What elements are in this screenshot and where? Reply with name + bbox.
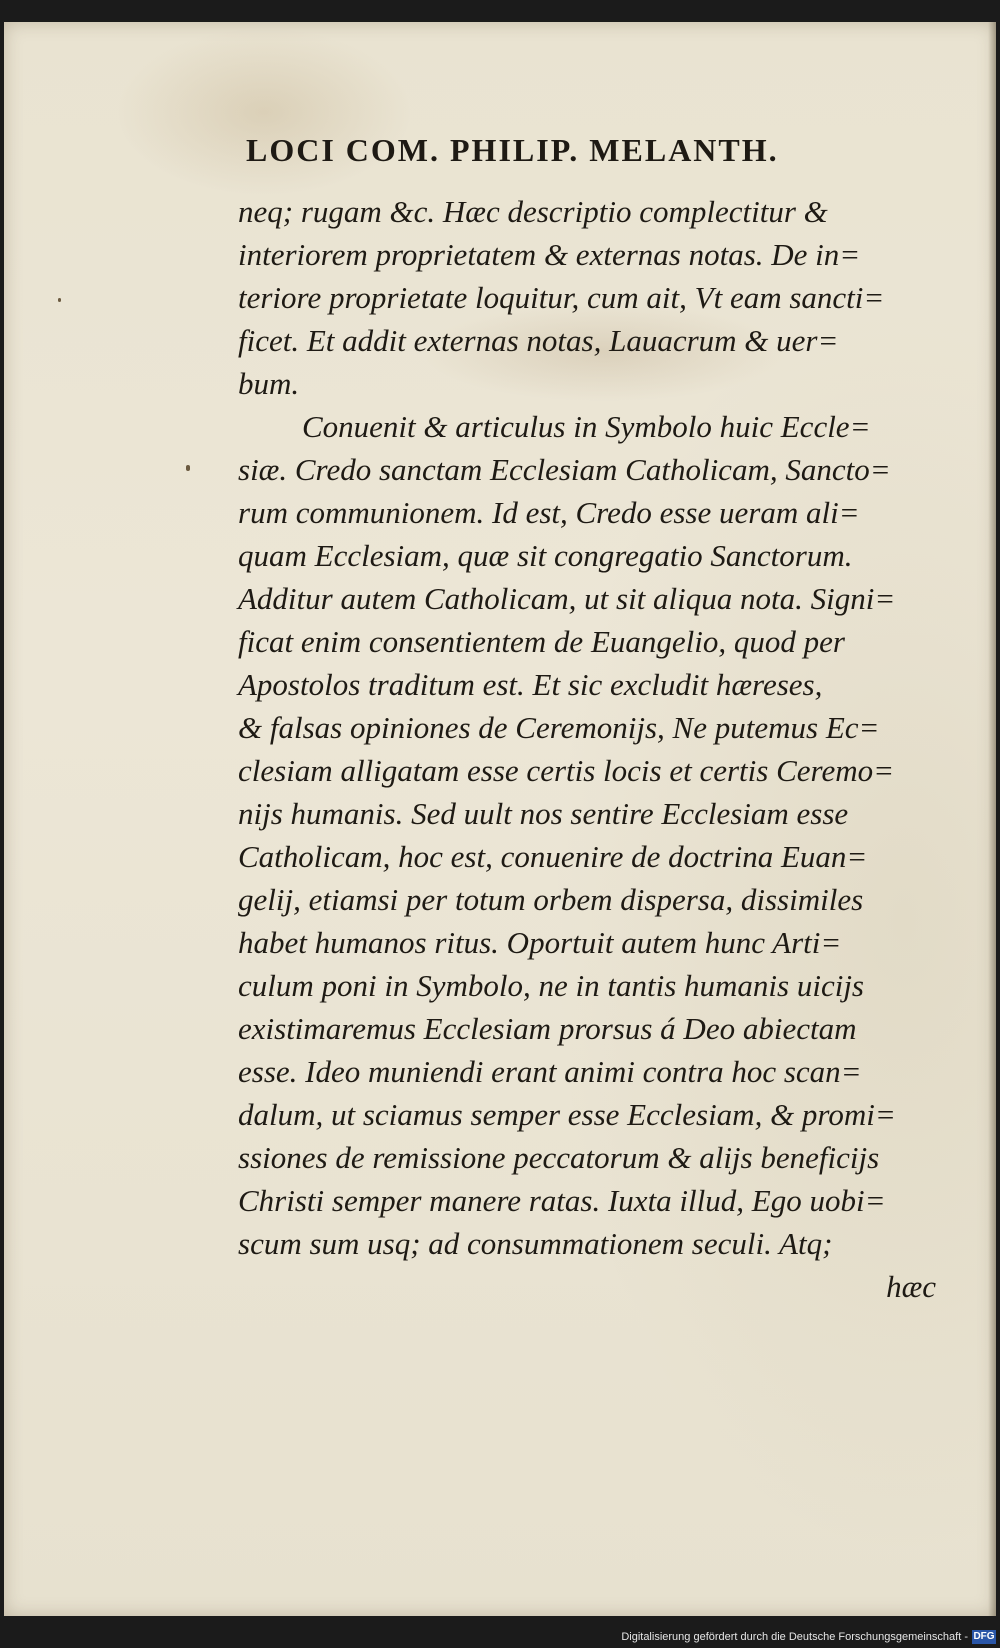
text-line-21: esse. Ideo muniendi erant animi contra hoc scan= xyxy=(238,1054,862,1089)
text-line-3: teriore proprietate loquitur, cum ait, Vt eam sancti= xyxy=(238,280,885,315)
text-line-24: Christi semper manere ratas. Iuxta illud, Ego uobi= xyxy=(238,1183,886,1218)
ink-speck xyxy=(186,465,190,471)
text-line-9: quam Ecclesiam, quæ sit congregatio Sanctorum. xyxy=(238,538,853,573)
text-line-14: clesiam alligatam esse certis locis et certis Ceremo= xyxy=(238,753,895,788)
page-body-text xyxy=(238,190,938,1308)
text-line-16: Catholicam, hoc est, conuenire de doctrina Euan= xyxy=(238,839,868,874)
ink-speck xyxy=(58,298,61,302)
text-line-5: bum. xyxy=(238,366,300,401)
text-line-4: ficet. Et addit externas notas, Lauacrum & uer= xyxy=(238,323,839,358)
text-line-1: neq; rugam &c. Hæc descriptio complectitur & xyxy=(238,194,828,229)
text-line-10: Additur autem Catholicam, ut sit aliqua nota. Signi= xyxy=(238,581,896,616)
text-line-22: dalum, ut sciamus semper esse Ecclesiam, & promi= xyxy=(238,1097,896,1132)
text-line-20: existimaremus Ecclesiam prorsus á Deo abiectam xyxy=(238,1011,857,1046)
text-line-12: Apostolos traditum est. Et sic excludit hæreses, xyxy=(238,667,823,702)
page-edge-shadow xyxy=(988,22,996,1616)
text-line-6: Conuenit & articulus in Symbolo huic Eccle= xyxy=(302,409,871,444)
text-line-7: siæ. Credo sanctam Ecclesiam Catholicam, Sancto= xyxy=(238,452,891,487)
text-line-17: gelij, etiamsi per totum orbem dispersa, dissimiles xyxy=(238,882,864,917)
running-header: LOCI COM. PHILIP. MELANTH. xyxy=(246,132,779,168)
catchword: hæc xyxy=(886,1269,936,1304)
text-line-13: & falsas opiniones de Ceremonijs, Ne putemus Ec= xyxy=(238,710,880,745)
text-line-23: ssiones de remissione peccatorum & alijs beneficijs xyxy=(238,1140,880,1175)
text-line-25: scum sum usq; ad consummationem seculi. Atq; xyxy=(238,1226,833,1261)
text-line-19: culum poni in Symbolo, ne in tantis humanis uicijs xyxy=(238,968,864,1003)
dfg-logo: DFG xyxy=(973,1631,995,1642)
text-line-15: nijs humanis. Sed uult nos sentire Ecclesiam esse xyxy=(238,796,849,831)
text-line-11: ficat enim consentientem de Euangelio, quod per xyxy=(238,624,845,659)
text-line-18: habet humanos ritus. Oportuit autem hunc Arti= xyxy=(238,925,842,960)
funding-credit: Digitalisierung gefördert durch die Deutsche Forschungsgemeinschaft - xyxy=(621,1631,968,1643)
text-line-8: rum communionem. Id est, Credo esse ueram ali= xyxy=(238,495,860,530)
text-line-2: interiorem proprietatem & externas notas. De in= xyxy=(238,237,861,272)
